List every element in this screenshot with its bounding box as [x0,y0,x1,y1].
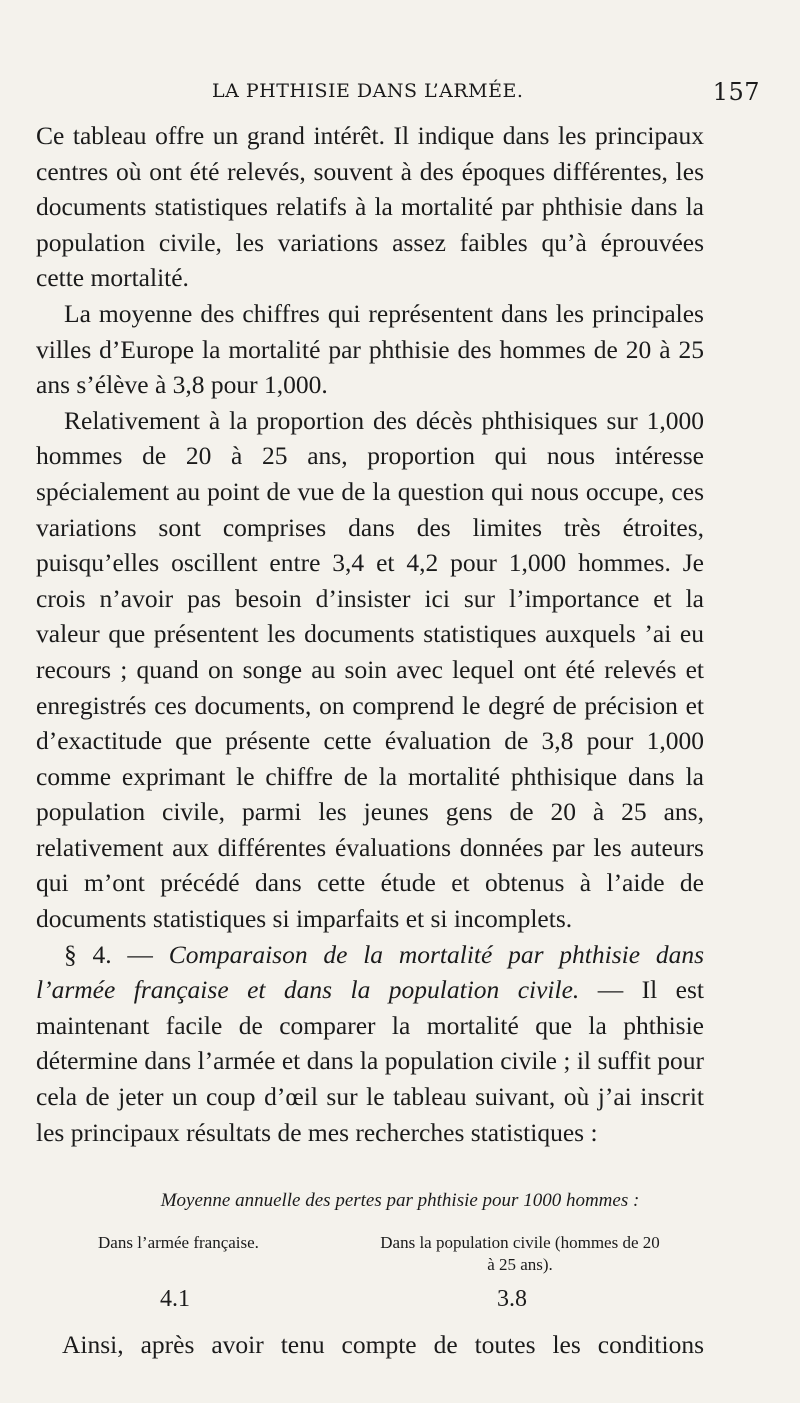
table-column-civil: Dans la population civile (hommes de 20 à 25 ans). [380,1233,660,1274]
section-text: — Il est maintenant facile de comparer la mortalité que la phthisie détermine dans l’armée et dans la population civile ; il suffit pour cela de jeter un coup d’œil sur le tableau suivant, où j’ai inscrit les principaux résultats de mes recherches statistiques : [36,975,705,1147]
paragraph: La moyenne des chiffres qui représentent dans les principales villes d’Europe la mortalité par phthisie des hommes de 20 à 25 ans s’élève à 3,8 pour 1,000. [36,298,704,400]
table-caption: Moyenne annuelle des pertes par phthisie pour 1000 hommes : [160,1190,640,1211]
section-number: § 4. — [64,939,153,969]
section-paragraph [36,937,704,1151]
paragraph: Relativement à la proportion des décès phthisiques sur 1,000 hommes de 20 à 25 ans, proportion qui nous intéresse spécialement au point de vue de la question qui nous occupe, ces variations sont comprises dans des limites très étroites, puisqu’elles oscillent entre 3,4 et 4,2 pour 1,000 hommes. Je crois n’avoir pas besoin d’insister ici sur l’importance et la valeur que présentent les documents statistiques auxquels ’ai eu recours ; quand on songe au soin avec lequel ont été relevés et enregistrés ces documents, on comprend le degré de précision et d’exactitude que présente cette évaluation de 3,8 pour 1,000 comme exprimant le chiffre de la mortalité phthisique dans la population civile, parmi les jeunes gens de 20 à 25 ans, relativement aux différentes évaluations données par les auteurs qui m’ont précédé dans cette étude et obtenus à l’aide de documents statistiques si imparfaits et si incomplets. [36,405,704,934]
section-title: Comparaison de la mortalité par phthisie dans l’armée française et dans la population civile. [36,939,704,1005]
table-column-army: Dans l’armée française. [98,1233,259,1252]
page-number: 157 [712,78,760,106]
body-text [36,118,704,1150]
table-value-army: 4.1 [160,1286,190,1312]
continuation-line: Ainsi, après avoir tenu compte de toutes les conditions [62,1330,704,1359]
table-value-civil: 3.8 [497,1286,527,1312]
paragraph: Ce tableau offre un grand intérêt. Il indique dans les principaux centres où ont été relevés, souvent à des époques différentes, les documents statistiques relatifs à la mortalité par phthisie dans la population civile, les variations assez faibles qu’à éprouvées cette mortalité. [36,121,704,293]
running-title: LA PHTHISIE DANS L’ARMÉE. [212,80,524,102]
